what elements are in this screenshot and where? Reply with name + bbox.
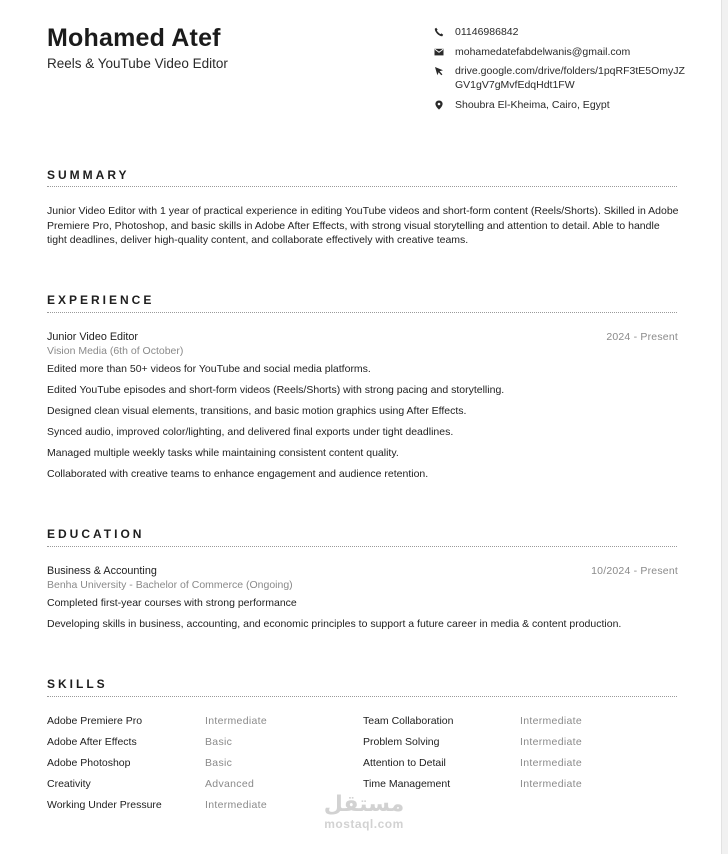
education-date: 10/2024 - Present xyxy=(591,565,678,577)
education-bullets xyxy=(47,596,687,638)
skill-name: Creativity xyxy=(47,778,91,790)
skills-divider xyxy=(47,696,677,697)
skill-name: Problem Solving xyxy=(363,736,440,748)
watermark-arabic: مستقل xyxy=(323,792,405,817)
skill-name: Team Collaboration xyxy=(363,715,454,727)
job-title: Junior Video Editor xyxy=(47,331,139,343)
contact-block xyxy=(433,25,693,112)
portfolio-link[interactable]: drive.google.com/drive/folders/1pqRF3tE5OmyJZGV1gV7gMvfEdqHdt1FW xyxy=(455,65,685,91)
watermark-latin: mostaql.com xyxy=(324,817,404,831)
list-item: Edited more than 50+ videos for YouTube and social media platforms. xyxy=(47,363,371,375)
skill-name: Adobe Premiere Pro xyxy=(47,715,143,727)
list-item: Designed clean visual elements, transitions, and basic motion graphics using After Effects. xyxy=(47,405,467,417)
phone-icon xyxy=(433,25,445,39)
cursor-icon xyxy=(433,64,445,78)
contact-phone: 01146986842 xyxy=(433,25,693,39)
skill-name: Adobe Photoshop xyxy=(47,757,131,769)
skill-name: Adobe After Effects xyxy=(47,736,137,748)
summary-heading: SUMMARY xyxy=(47,168,130,182)
skill-name: Working Under Pressure xyxy=(47,799,162,811)
list-item: Managed multiple weekly tasks while maintaining consistent content quality. xyxy=(47,447,399,459)
education-heading: EDUCATION xyxy=(47,527,145,541)
skill-level: Basic xyxy=(205,757,233,769)
experience-divider xyxy=(47,312,677,313)
contact-email: mohamedatefabdelwanis@gmail.com xyxy=(433,45,693,59)
skill-name: Time Management xyxy=(363,778,451,790)
page-edge-scroll-strip xyxy=(721,0,728,854)
skill-level: Basic xyxy=(205,736,233,748)
contact-location: Shoubra El-Kheima, Cairo, Egypt xyxy=(433,98,693,112)
list-item: Edited YouTube episodes and short-form videos (Reels/Shorts) with strong pacing and storytelling. xyxy=(47,384,505,396)
candidate-name: Mohamed Atef xyxy=(47,24,221,52)
watermark xyxy=(319,793,409,831)
education-school: Benha University - Bachelor of Commerce (Ongoing) xyxy=(47,579,293,591)
skills-heading: SKILLS xyxy=(47,677,108,691)
experience-heading: EXPERIENCE xyxy=(47,293,155,307)
contact-portfolio xyxy=(433,64,693,92)
skill-name: Attention to Detail xyxy=(363,757,446,769)
skill-level: Intermediate xyxy=(520,715,582,727)
summary-divider xyxy=(47,186,677,187)
skill-level: Intermediate xyxy=(520,736,582,748)
list-item: Completed first-year courses with strong performance xyxy=(47,597,297,609)
skill-level: Intermediate xyxy=(520,778,582,790)
education-divider xyxy=(47,546,677,547)
education-degree: Business & Accounting xyxy=(47,565,157,577)
experience-bullets xyxy=(47,362,687,488)
list-item: Collaborated with creative teams to enhance engagement and audience retention. xyxy=(47,468,429,480)
list-item: Developing skills in business, accounting, and economic principles to support a future career in media & content production. xyxy=(47,618,622,630)
job-date: 2024 - Present xyxy=(606,331,678,343)
job-company: Vision Media (6th of October) xyxy=(47,345,184,357)
candidate-role: Reels & YouTube Video Editor xyxy=(47,56,228,71)
skill-level: Intermediate xyxy=(205,715,267,727)
summary-text: Junior Video Editor with 1 year of practical experience in editing YouTube videos and short-form content (Reels/Shorts). Skilled in Adobe Premiere Pro, Photoshop, and basic skills in Adobe After Effects, with strong visual storytelling and attention to detail. Able to handle tight deadlines, deliver high-quality content, and collaborate effectively with creative teams. xyxy=(47,205,679,246)
mail-icon xyxy=(433,45,445,59)
list-item: Synced audio, improved color/lighting, and delivered final exports under tight deadlines. xyxy=(47,426,454,438)
skill-level: Intermediate xyxy=(205,799,267,811)
skill-level: Intermediate xyxy=(520,757,582,769)
location-pin-icon xyxy=(433,98,445,112)
skill-level: Advanced xyxy=(205,778,255,790)
